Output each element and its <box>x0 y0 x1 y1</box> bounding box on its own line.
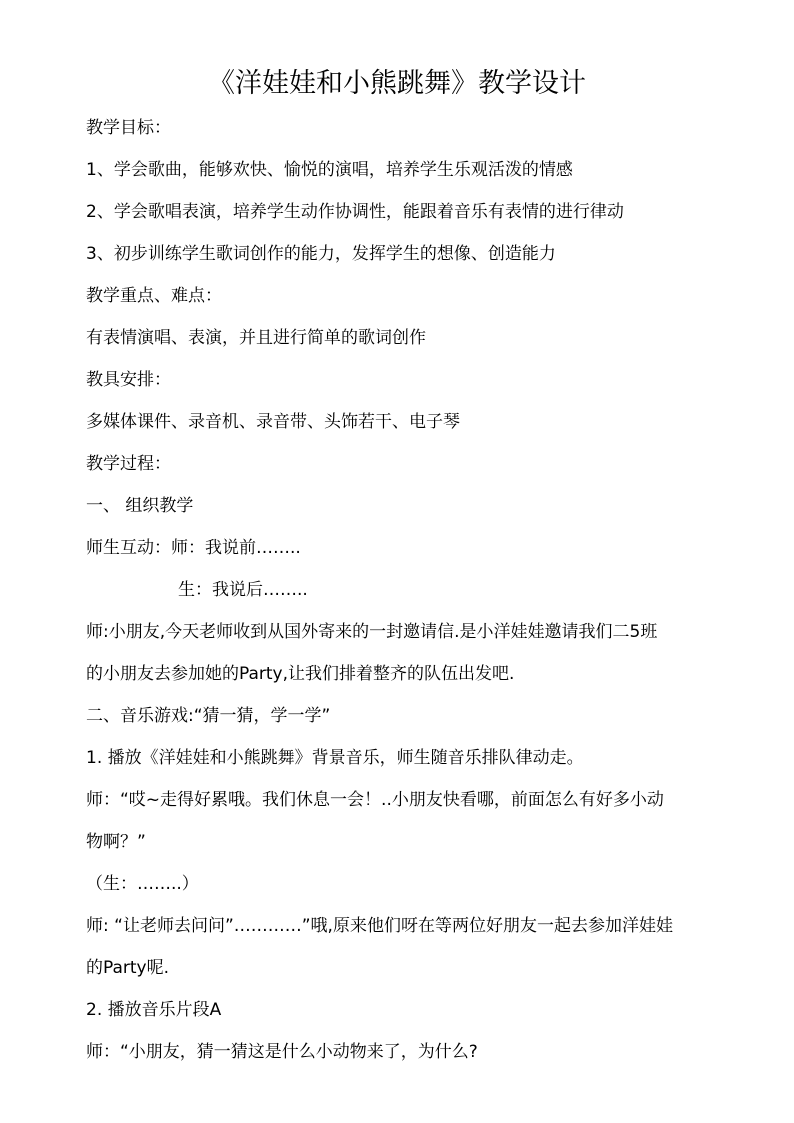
paragraph-line: 有表情演唱、表演，并且进行简单的歌词创作 <box>86 328 426 348</box>
paragraph-line: 师生互动：师：我说前…….. <box>86 538 301 558</box>
paragraph-line: 的小朋友去参加她的Party,让我们排着整齐的队伍出发吧. <box>86 664 515 684</box>
paragraph-line: 二、音乐游戏:“猜一猜，学一学” <box>86 706 331 726</box>
document-title: 《洋娃娃和小熊跳舞》教学设计 <box>208 68 586 99</box>
paragraph-line: 物啊？” <box>86 832 146 852</box>
paragraph-line: 一、 组织教学 <box>86 496 194 516</box>
paragraph-line: 多媒体课件、录音机、录音带、头饰若干、电子琴 <box>86 412 460 432</box>
paragraph-line: 师: “让老师去问问”…………”哦,原来他们呀在等两位好朋友一起去参加洋娃娃 <box>86 916 673 936</box>
section-heading-key-points: 教学重点、难点： <box>86 286 222 306</box>
paragraph-line: 1. 播放《洋娃娃和小熊跳舞》背景音乐，师生随音乐排队律动走。 <box>86 748 584 768</box>
paragraph-line: 2、学会歌唱表演，培养学生动作协调性，能跟着音乐有表情的进行律动 <box>86 202 624 222</box>
paragraph-line: 3、初步训练学生歌词创作的能力，发挥学生的想像、创造能力 <box>86 244 556 264</box>
section-heading-process: 教学过程： <box>86 454 171 474</box>
paragraph-line: 2. 播放音乐片段A <box>86 1000 222 1020</box>
paragraph-line: 师：“哎~走得好累哦。我们休息一会！..小朋友快看哪，前面怎么有好多小动 <box>86 790 664 810</box>
paragraph-line: 师：“小朋友，猜一猜这是什么小动物来了，为什么? <box>86 1042 478 1062</box>
section-heading-objectives: 教学目标： <box>86 118 171 138</box>
paragraph-line: 生：我说后…….. <box>178 580 308 600</box>
section-heading-materials: 教具安排： <box>86 370 171 390</box>
paragraph-line: 1、学会歌曲，能够欢快、愉悦的演唱，培养学生乐观活泼的情感 <box>86 160 573 180</box>
paragraph-line: （生：……..） <box>86 874 199 894</box>
paragraph-line: 的Party呢. <box>86 958 170 978</box>
paragraph-line: 师:小朋友,今天老师收到从国外寄来的一封邀请信.是小洋娃娃邀请我们二5班 <box>86 622 658 642</box>
